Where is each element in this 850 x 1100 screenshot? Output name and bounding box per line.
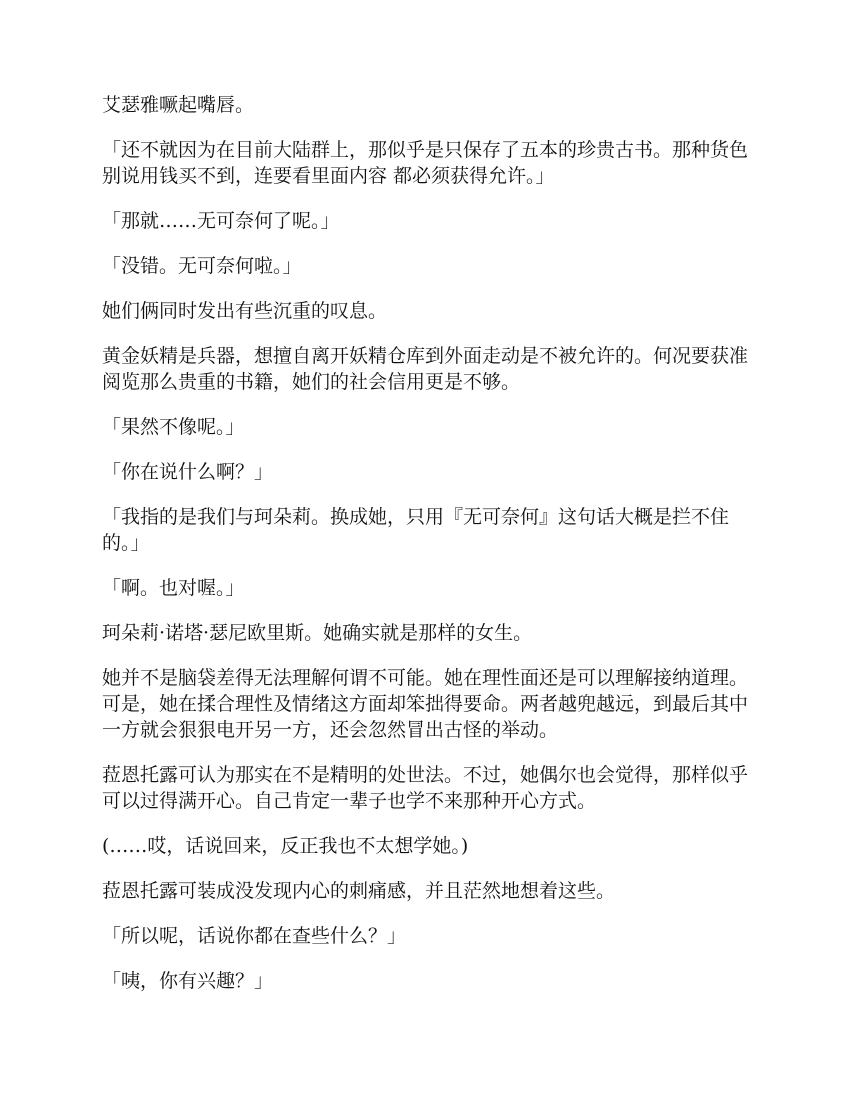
paragraph: 「啊。也对喔。」 [102, 577, 245, 599]
paragraph: 艾瑟雅噘起嘴唇。 [102, 94, 255, 116]
paragraph: 菈恩托露可认为那实在不是精明的处世法。不过，她偶尔也会觉得，那样似乎可以过得满开心。自己肯定一辈子也学不来那种开心方式。 [102, 764, 749, 812]
paragraph: 「咦，你有兴趣？」 [102, 970, 274, 992]
paragraph: 「果然不像呢。」 [102, 416, 245, 438]
paragraph: 黄金妖精是兵器，想擅自离开妖精仓库到外面走动是不被允许的。何况要获准阅览那么贵重的书籍，她们的社会信用更是不够。 [102, 345, 749, 393]
paragraph: 珂朵莉·诺塔·瑟尼欧里斯。她确实就是那样的女生。 [102, 622, 533, 644]
paragraph: 「所以呢，话说你都在查些什么？」 [102, 925, 407, 947]
paragraph: 「还不就因为在目前大陆群上，那似乎是只保存了五本的珍贵古书。那种货色别说用钱买不到，连要看里面内容 都必须获得允许。」 [102, 139, 749, 187]
document-body [102, 92, 752, 1013]
paragraph: 「没错。无可奈何啦。」 [102, 255, 302, 277]
paragraph: 她们俩同时发出有些沉重的叹息。 [102, 300, 388, 322]
paragraph: 「我指的是我们与珂朵莉。换成她，只用『无可奈何』这句话大概是拦不住的。」 [102, 506, 730, 554]
paragraph: 她并不是脑袋差得无法理解何谓不可能。她在理性面还是可以理解接纳道理。可是，她在揉合理性及情绪这方面却笨拙得要命。两者越兜越远，到最后其中一方就会狠狠电开另一方，还会忽然冒出古怪的举动。 [102, 667, 749, 741]
paragraph: 「那就……无可奈何了呢。」 [102, 210, 340, 232]
paragraph: 「你在说什么啊？」 [102, 461, 274, 483]
paragraph: 菈恩托露可装成没发现内心的刺痛感，并且茫然地想着这些。 [102, 880, 616, 902]
paragraph: (……哎，话说回来，反正我也不太想学她。) [102, 835, 469, 857]
